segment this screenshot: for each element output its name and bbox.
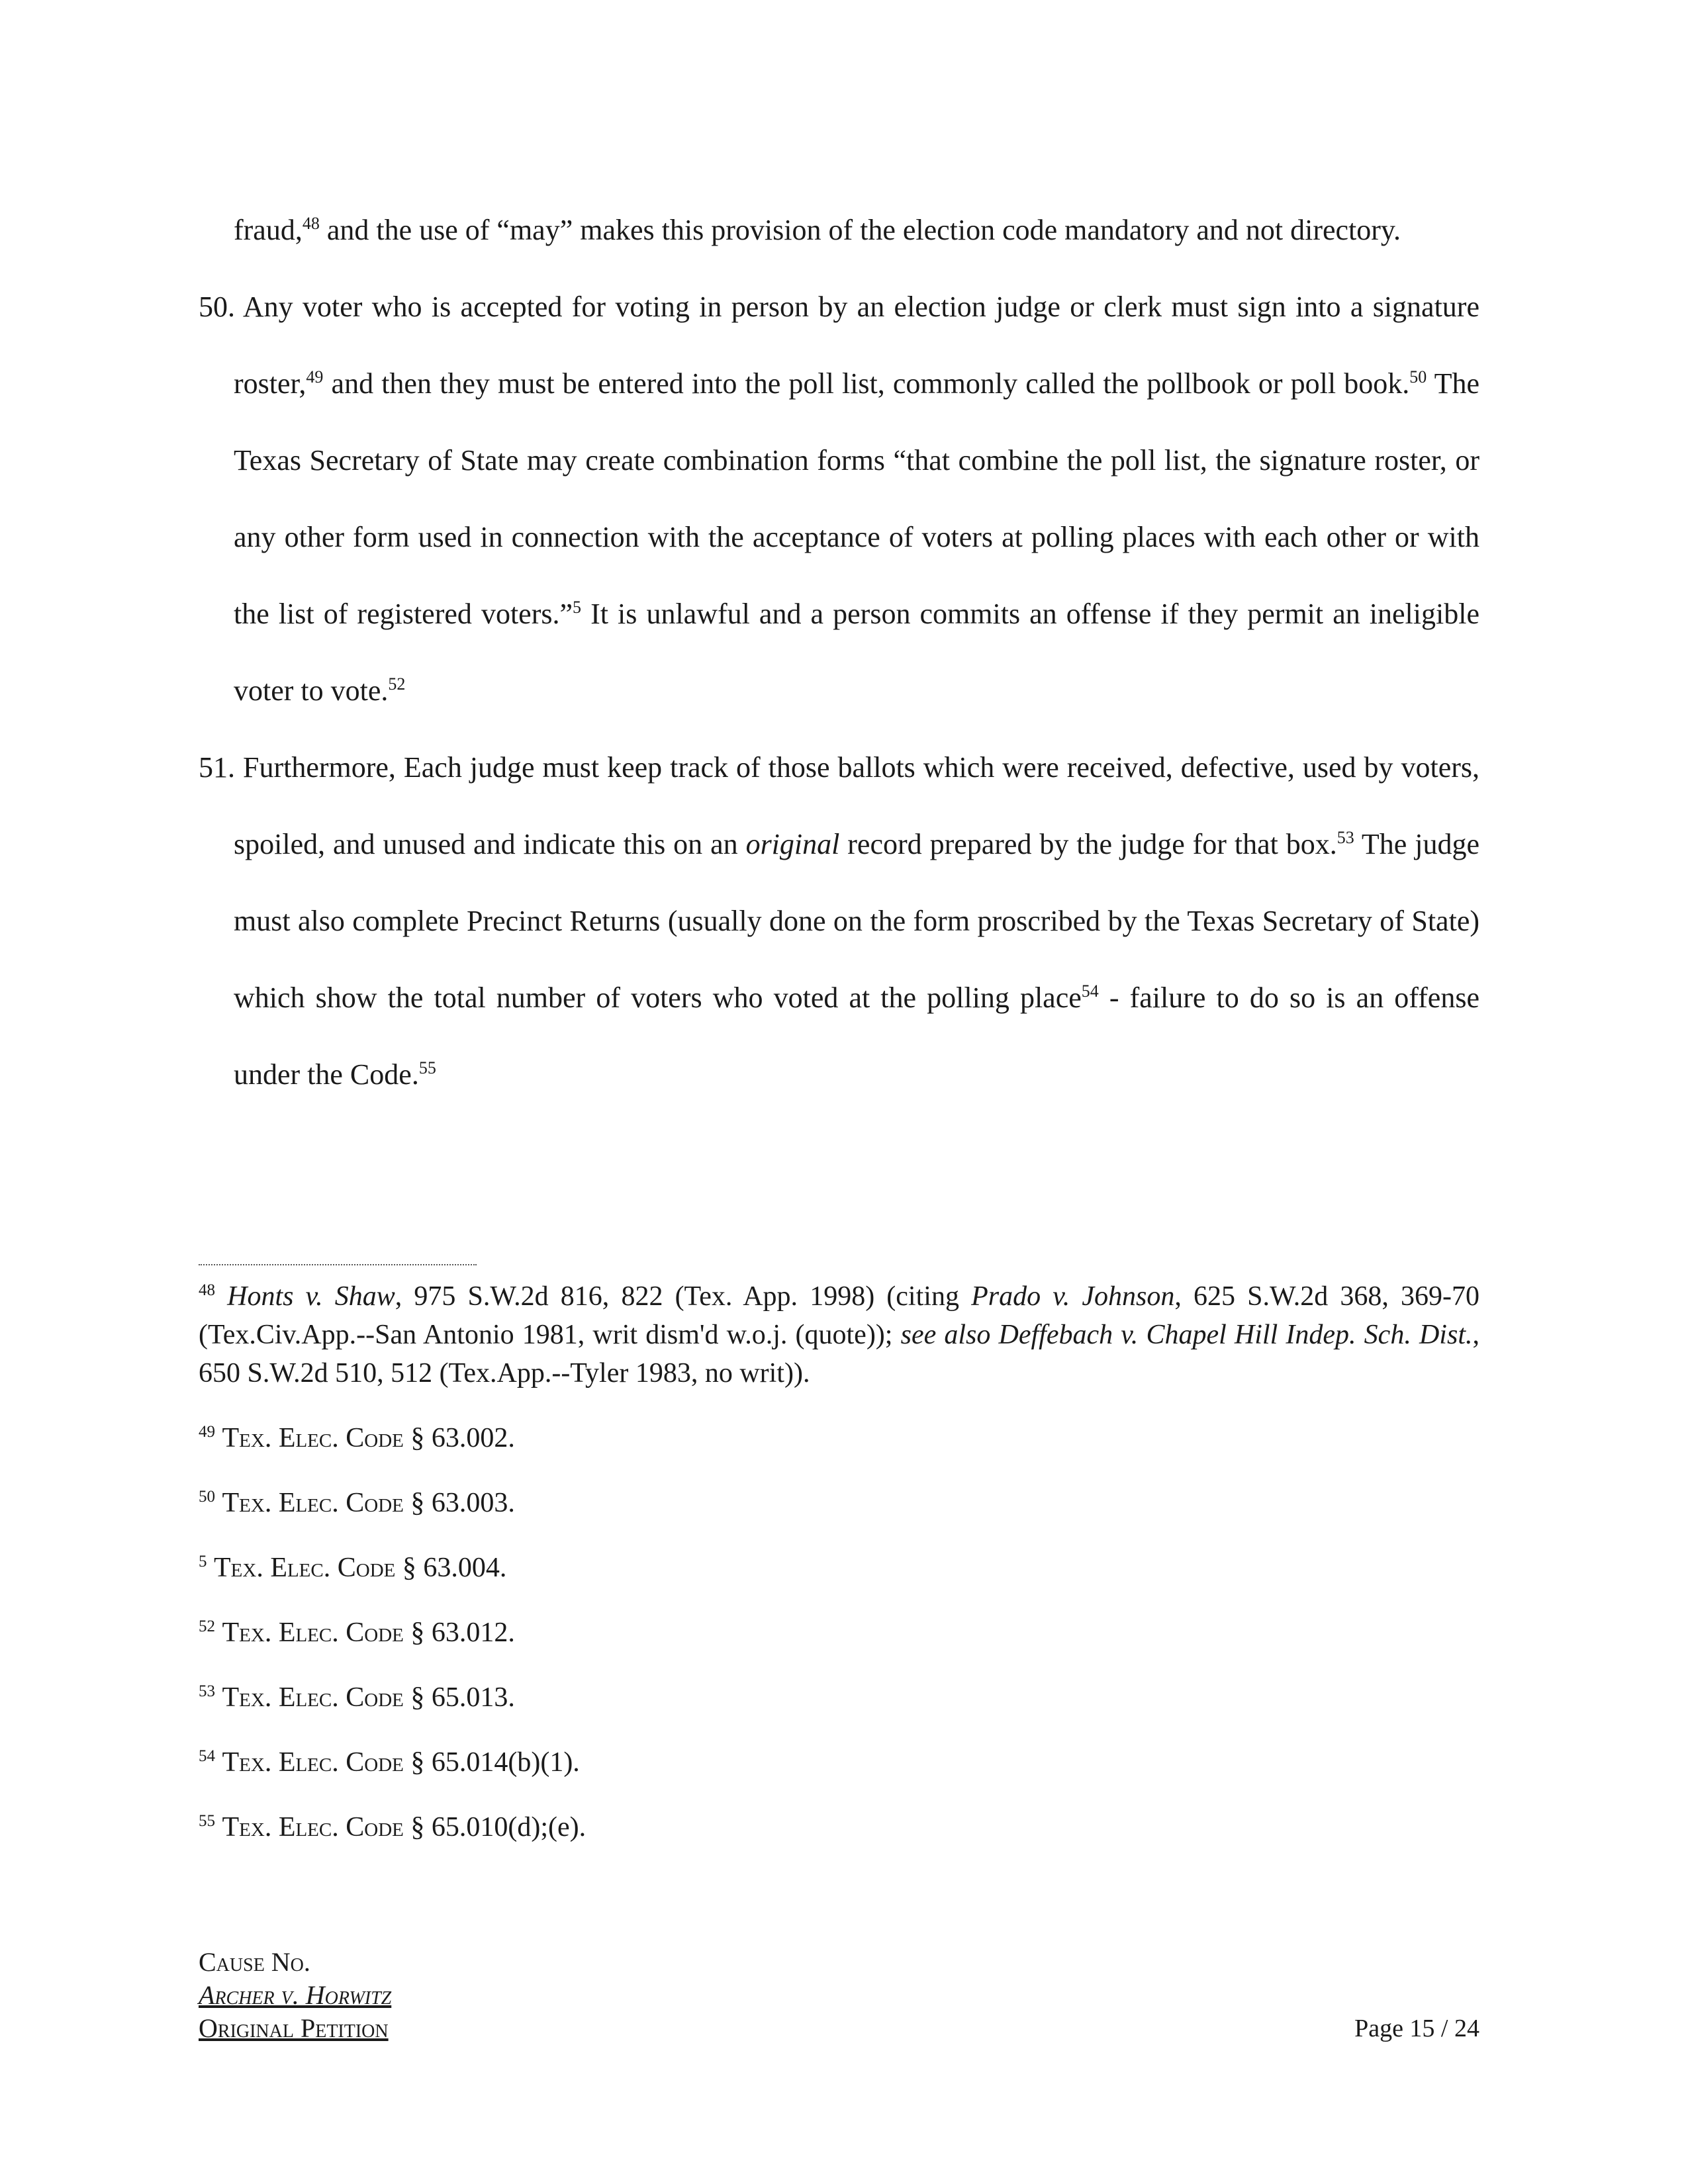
document-title: Original Petition — [199, 2013, 389, 2043]
code-citation: Tex. Elec. Code — [222, 1812, 404, 1843]
footnote-number: 55 — [199, 1812, 215, 1830]
paragraph-number: 51. — [199, 751, 243, 784]
text-run: , 650 S.W.2d 510, 512 (Tex.App.--Tyler 1983, no writ)). — [199, 1320, 1479, 1388]
text-run: record prepared by the judge for that box. — [839, 828, 1337, 860]
footnote-ref-50[interactable]: 50 — [1409, 367, 1427, 387]
text-run: , 975 S.W.2d 816, 822 (Tex. App. 1998) (citing — [395, 1281, 972, 1312]
footnote-54 — [199, 1743, 1479, 1782]
footnote-number: 48 — [199, 1281, 215, 1299]
text-run: It is unlawful and a person commits an offense if they permit an ineligible voter to vote. — [234, 598, 1479, 707]
section-number: § 65.010(d);(e). — [403, 1812, 586, 1843]
text-run: Any voter who is accepted for voting in person by an election judge or clerk must sign into a signature roster, — [234, 291, 1479, 400]
footnote-number: 5 — [199, 1553, 207, 1570]
footnote-50 — [199, 1484, 1479, 1522]
case-name: Prado v. Johnson — [971, 1281, 1175, 1312]
text-run: fraud, — [234, 214, 303, 246]
footnote-52 — [199, 1614, 1479, 1652]
footnote-ref-48[interactable]: 48 — [302, 214, 320, 233]
footnote-ref-49[interactable]: 49 — [306, 367, 324, 387]
code-citation: Tex. Elec. Code — [222, 1747, 404, 1778]
footnotes — [199, 1277, 1479, 1873]
footnote-ref-54[interactable]: 54 — [1081, 981, 1099, 1001]
paragraph-number: 50. — [199, 291, 243, 323]
text-run: The judge must also complete Precinct Returns (usually done on the form proscribed by the Texas Secretary of State) which show the total number of voters who voted at the polling place — [234, 828, 1479, 1014]
paragraph-51 — [199, 729, 1479, 1113]
text-run: and then they must be entered into the poll list, commonly called the pollbook or poll book. — [323, 367, 1410, 400]
footnote-ref-53[interactable]: 53 — [1336, 828, 1354, 847]
footnote-ref-55[interactable]: 55 — [418, 1058, 436, 1077]
body-text — [199, 192, 1479, 1113]
footnote-number: 50 — [199, 1488, 215, 1506]
footnote-55 — [199, 1808, 1479, 1846]
text-run: - failure to do so is an offense under the Code. — [234, 981, 1479, 1091]
code-citation: Tex. Elec. Code — [222, 1682, 404, 1713]
paragraph-50 — [199, 269, 1479, 729]
footnote-5 — [199, 1549, 1479, 1587]
section-number: § 63.003. — [403, 1488, 515, 1518]
case-name: see also Deffebach v. Chapel Hill Indep. Sch. Dist. — [900, 1320, 1473, 1350]
case-name: Honts v. Shaw — [227, 1281, 395, 1312]
case-name: Archer v. Horwitz — [199, 1980, 392, 2010]
footnote-number: 54 — [199, 1747, 215, 1765]
footnote-ref-52[interactable]: 52 — [388, 674, 406, 694]
section-number: § 65.013. — [403, 1682, 515, 1713]
cause-number: Cause No. — [199, 1947, 310, 1977]
footnote-48 — [199, 1277, 1479, 1392]
footnote-number: 52 — [199, 1617, 215, 1635]
footnote-separator — [199, 1264, 477, 1265]
section-number: § 63.012. — [403, 1617, 515, 1648]
code-citation: Tex. Elec. Code — [214, 1553, 396, 1583]
text-run: The Texas Secretary of State may create combination forms “that combine the poll list, the signature roster, or any other form used in connection with the acceptance of voters at polling places with each other or with the list of registered voters.” — [234, 367, 1479, 630]
footnote-number: 49 — [199, 1423, 215, 1441]
emphasis-text: original — [745, 828, 840, 860]
paragraph-continued — [199, 192, 1479, 269]
footnote-ref-5[interactable]: 5 — [573, 598, 582, 617]
section-number: § 65.014(b)(1). — [403, 1747, 580, 1778]
code-citation: Tex. Elec. Code — [222, 1617, 404, 1648]
footnote-53 — [199, 1678, 1479, 1717]
text-run: and the use of “may” makes this provision of the election code mandatory and not directory. — [319, 214, 1401, 246]
code-citation: Tex. Elec. Code — [222, 1488, 404, 1518]
footnote-number: 53 — [199, 1682, 215, 1700]
page-number: Page 15 / 24 — [1354, 2015, 1479, 2042]
text-run: , 625 S.W.2d 368, 369-70 (Tex.Civ.App.--San Antonio 1981, writ dism'd w.o.j. (quote)); — [199, 1281, 1480, 1350]
footer-case-info — [199, 1946, 391, 2045]
section-number: § 63.002. — [403, 1423, 515, 1453]
section-number: § 63.004. — [395, 1553, 507, 1583]
text-run: Furthermore, Each judge must keep track of those ballots which were received, defective, used by voters, spoiled, and unused and indicate this on an — [234, 751, 1480, 860]
footnote-49 — [199, 1419, 1479, 1457]
code-citation: Tex. Elec. Code — [222, 1423, 404, 1453]
